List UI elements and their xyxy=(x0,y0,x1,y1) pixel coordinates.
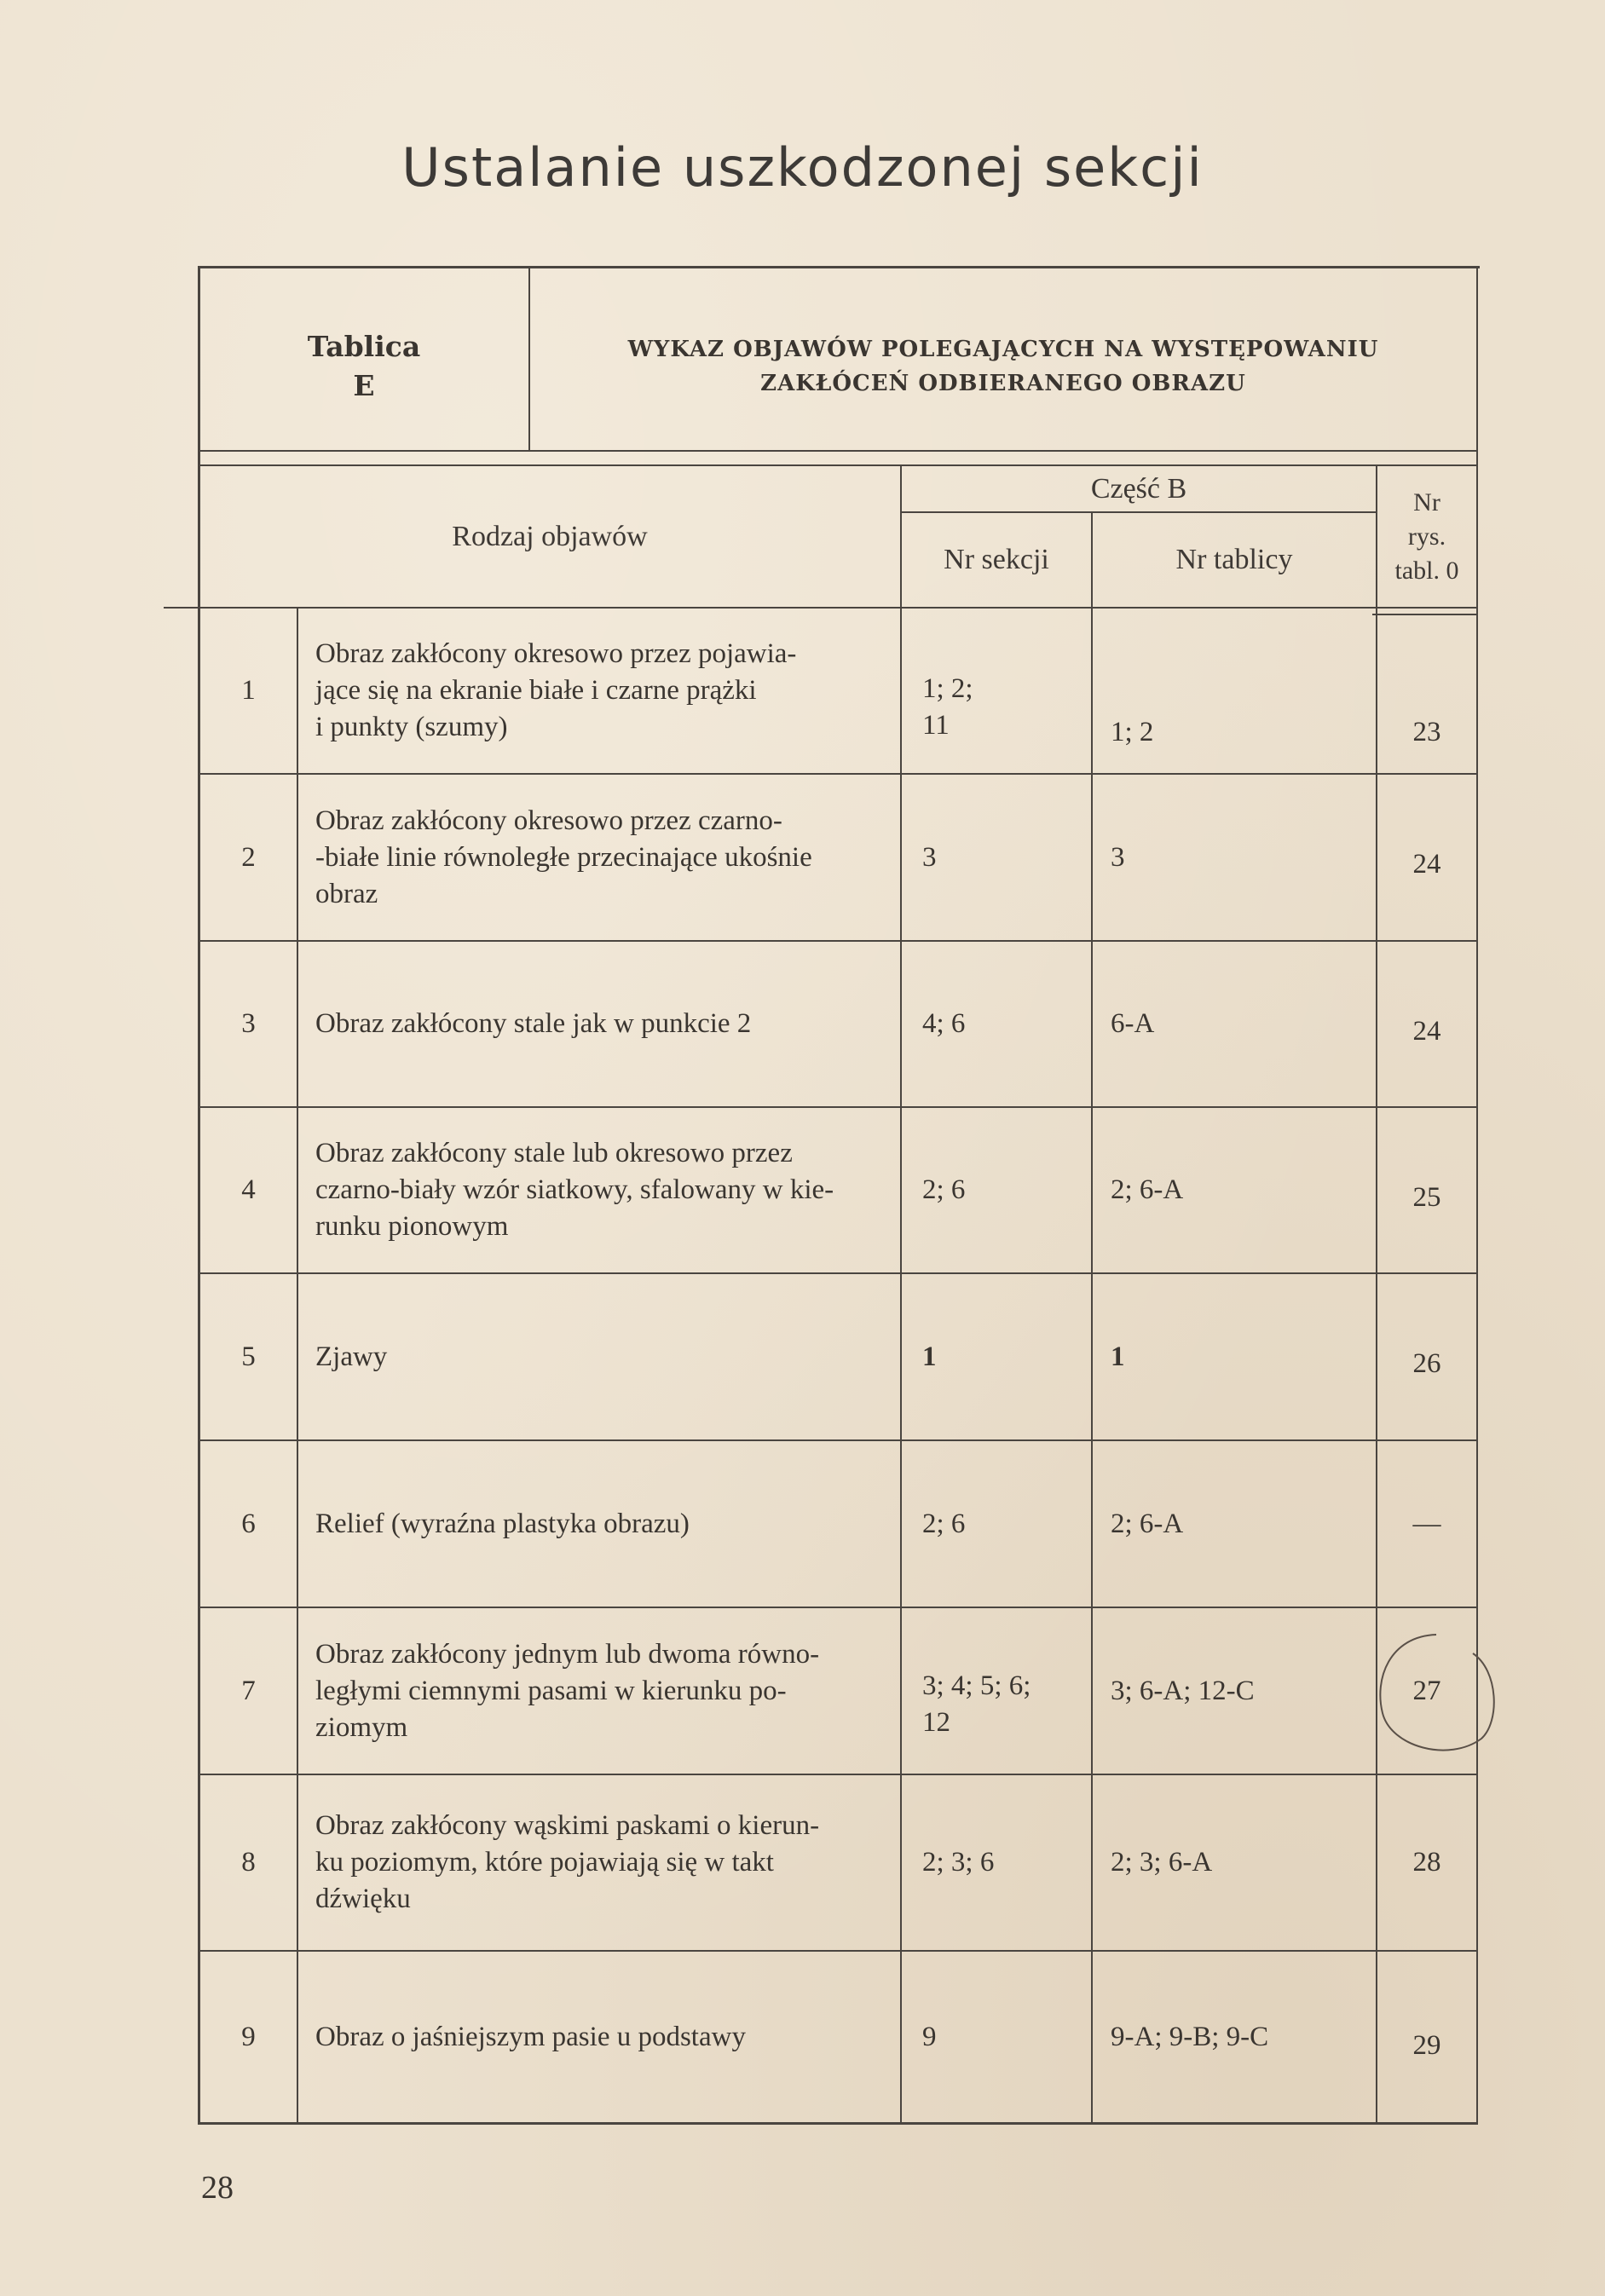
row-9-description: Obraz o jaśniejszym pasie u podstawy xyxy=(315,2021,746,2052)
row-1-sections: 1; 2; 11 xyxy=(922,673,973,741)
header-part-b: Część B xyxy=(1090,472,1187,505)
row-3-figure: 24 xyxy=(1412,1015,1441,1047)
row-7-description: Obraz zakłócony jednym lub dwoma równo- ległymi ciemnymi pasami w kierunku po- ziomym xyxy=(315,1638,820,1743)
col-table-divider xyxy=(1091,511,1093,2124)
table-right-border xyxy=(1476,266,1478,2124)
row-8-tables: 2; 3; 6-A xyxy=(1111,1847,1213,1878)
row-2-figure: 24 xyxy=(1412,848,1441,880)
row-9-sections: 9 xyxy=(922,2021,937,2052)
row-3-description: Obraz zakłócony stale jak w punkcie 2 xyxy=(315,1008,752,1039)
row-6-sections: 2; 6 xyxy=(922,1508,966,1539)
row-6-number: 6 xyxy=(241,1508,256,1539)
col-desc-divider xyxy=(297,609,298,2124)
header-figure-line2: rys. xyxy=(1407,522,1446,551)
table-heading-line2: ZAKŁÓCEŃ ODBIERANEGO OBRAZU xyxy=(760,371,1246,396)
header-figure-line1: Nr xyxy=(1413,487,1440,516)
col-section-divider xyxy=(900,466,902,2124)
row-9-number: 9 xyxy=(241,2021,256,2052)
row-4-figure: 25 xyxy=(1412,1181,1441,1213)
row-5-description: Zjawy xyxy=(315,1341,388,1372)
row-8-sections: 2; 3; 6 xyxy=(922,1847,995,1878)
row-2-tables: 3 xyxy=(1111,841,1125,873)
header-figure-line3: tabl. 0 xyxy=(1394,556,1459,585)
row-4-description: Obraz zakłócony stale lub okresowo przez czarno-biały wzór siatkowy, sfalowany w kie- runku pionowym xyxy=(315,1138,834,1242)
header-figure xyxy=(1377,466,1476,607)
row-1-number: 1 xyxy=(241,675,256,706)
row-3-number: 3 xyxy=(241,1008,256,1039)
table-label: Tablica xyxy=(307,330,421,363)
table-heading xyxy=(530,281,1476,452)
table-top-border xyxy=(198,266,1480,268)
row-1-description: Obraz zakłócony okresowo przez pojawia- jące się na ekranie białe i czarne prążki i punkty (szumy) xyxy=(315,638,797,742)
header-table: Nr tablicy xyxy=(1175,544,1293,575)
row-7-figure: 27 xyxy=(1412,1675,1441,1706)
row-6-figure: — xyxy=(1412,1508,1441,1539)
header-symptom: Rodzaj objawów xyxy=(452,520,648,552)
row-8-number: 8 xyxy=(241,1847,256,1878)
pencil-circle-annotation xyxy=(1372,1628,1500,1764)
row-9-figure: 29 xyxy=(1412,2029,1441,2061)
row-8-description: Obraz zakłócony wąskimi paskami o kierun- ku poziomym, które pojawiają się w takt dźwięku xyxy=(315,1810,820,1914)
row-7-sections: 3; 4; 5; 6; 12 xyxy=(922,1670,1031,1738)
row-2-description: Obraz zakłócony okresowo przez czarno- -białe linie równoległe przecinające ukośnie obraz xyxy=(315,805,812,909)
row-5-tables: 1 xyxy=(1111,1341,1125,1372)
page-number: 28 xyxy=(201,2170,234,2206)
row-7-number: 7 xyxy=(241,1675,256,1706)
row-1-tables: 1; 2 xyxy=(1111,716,1154,747)
table-id: E xyxy=(353,369,375,402)
page-title: Ustalanie uszkodzonej sekcji xyxy=(401,136,1204,199)
row-7-tables: 3; 6-A; 12-C xyxy=(1111,1675,1255,1706)
row-1-figure: 23 xyxy=(1412,716,1441,747)
row-8-figure: 28 xyxy=(1412,1847,1441,1878)
row-2-number: 2 xyxy=(241,841,256,873)
table-label-cell xyxy=(198,281,530,452)
row-5-number: 5 xyxy=(241,1341,256,1372)
row-6-tables: 2; 6-A xyxy=(1111,1508,1184,1539)
row-4-sections: 2; 6 xyxy=(922,1174,966,1205)
row-4-tables: 2; 6-A xyxy=(1111,1174,1184,1205)
table-heading-line1: WYKAZ OBJAWÓW POLEGAJĄCYCH NA WYSTĘPOWANIU xyxy=(627,337,1379,362)
row-9-tables: 9-A; 9-B; 9-C xyxy=(1111,2021,1269,2052)
table-bottom-rule xyxy=(198,2122,1478,2125)
row-6-description: Relief (wyraźna plastyka obrazu) xyxy=(315,1508,690,1539)
row-3-tables: 6-A xyxy=(1111,1008,1155,1039)
row-4-number: 4 xyxy=(241,1174,256,1205)
row-2-sections: 3 xyxy=(922,841,937,873)
row-5-sections: 1 xyxy=(922,1341,937,1372)
row-5-figure: 26 xyxy=(1412,1347,1441,1379)
columns-bottom-rule-2 xyxy=(1372,614,1478,615)
row-3-sections: 4; 6 xyxy=(922,1008,966,1039)
header-section: Nr sekcji xyxy=(944,544,1049,575)
